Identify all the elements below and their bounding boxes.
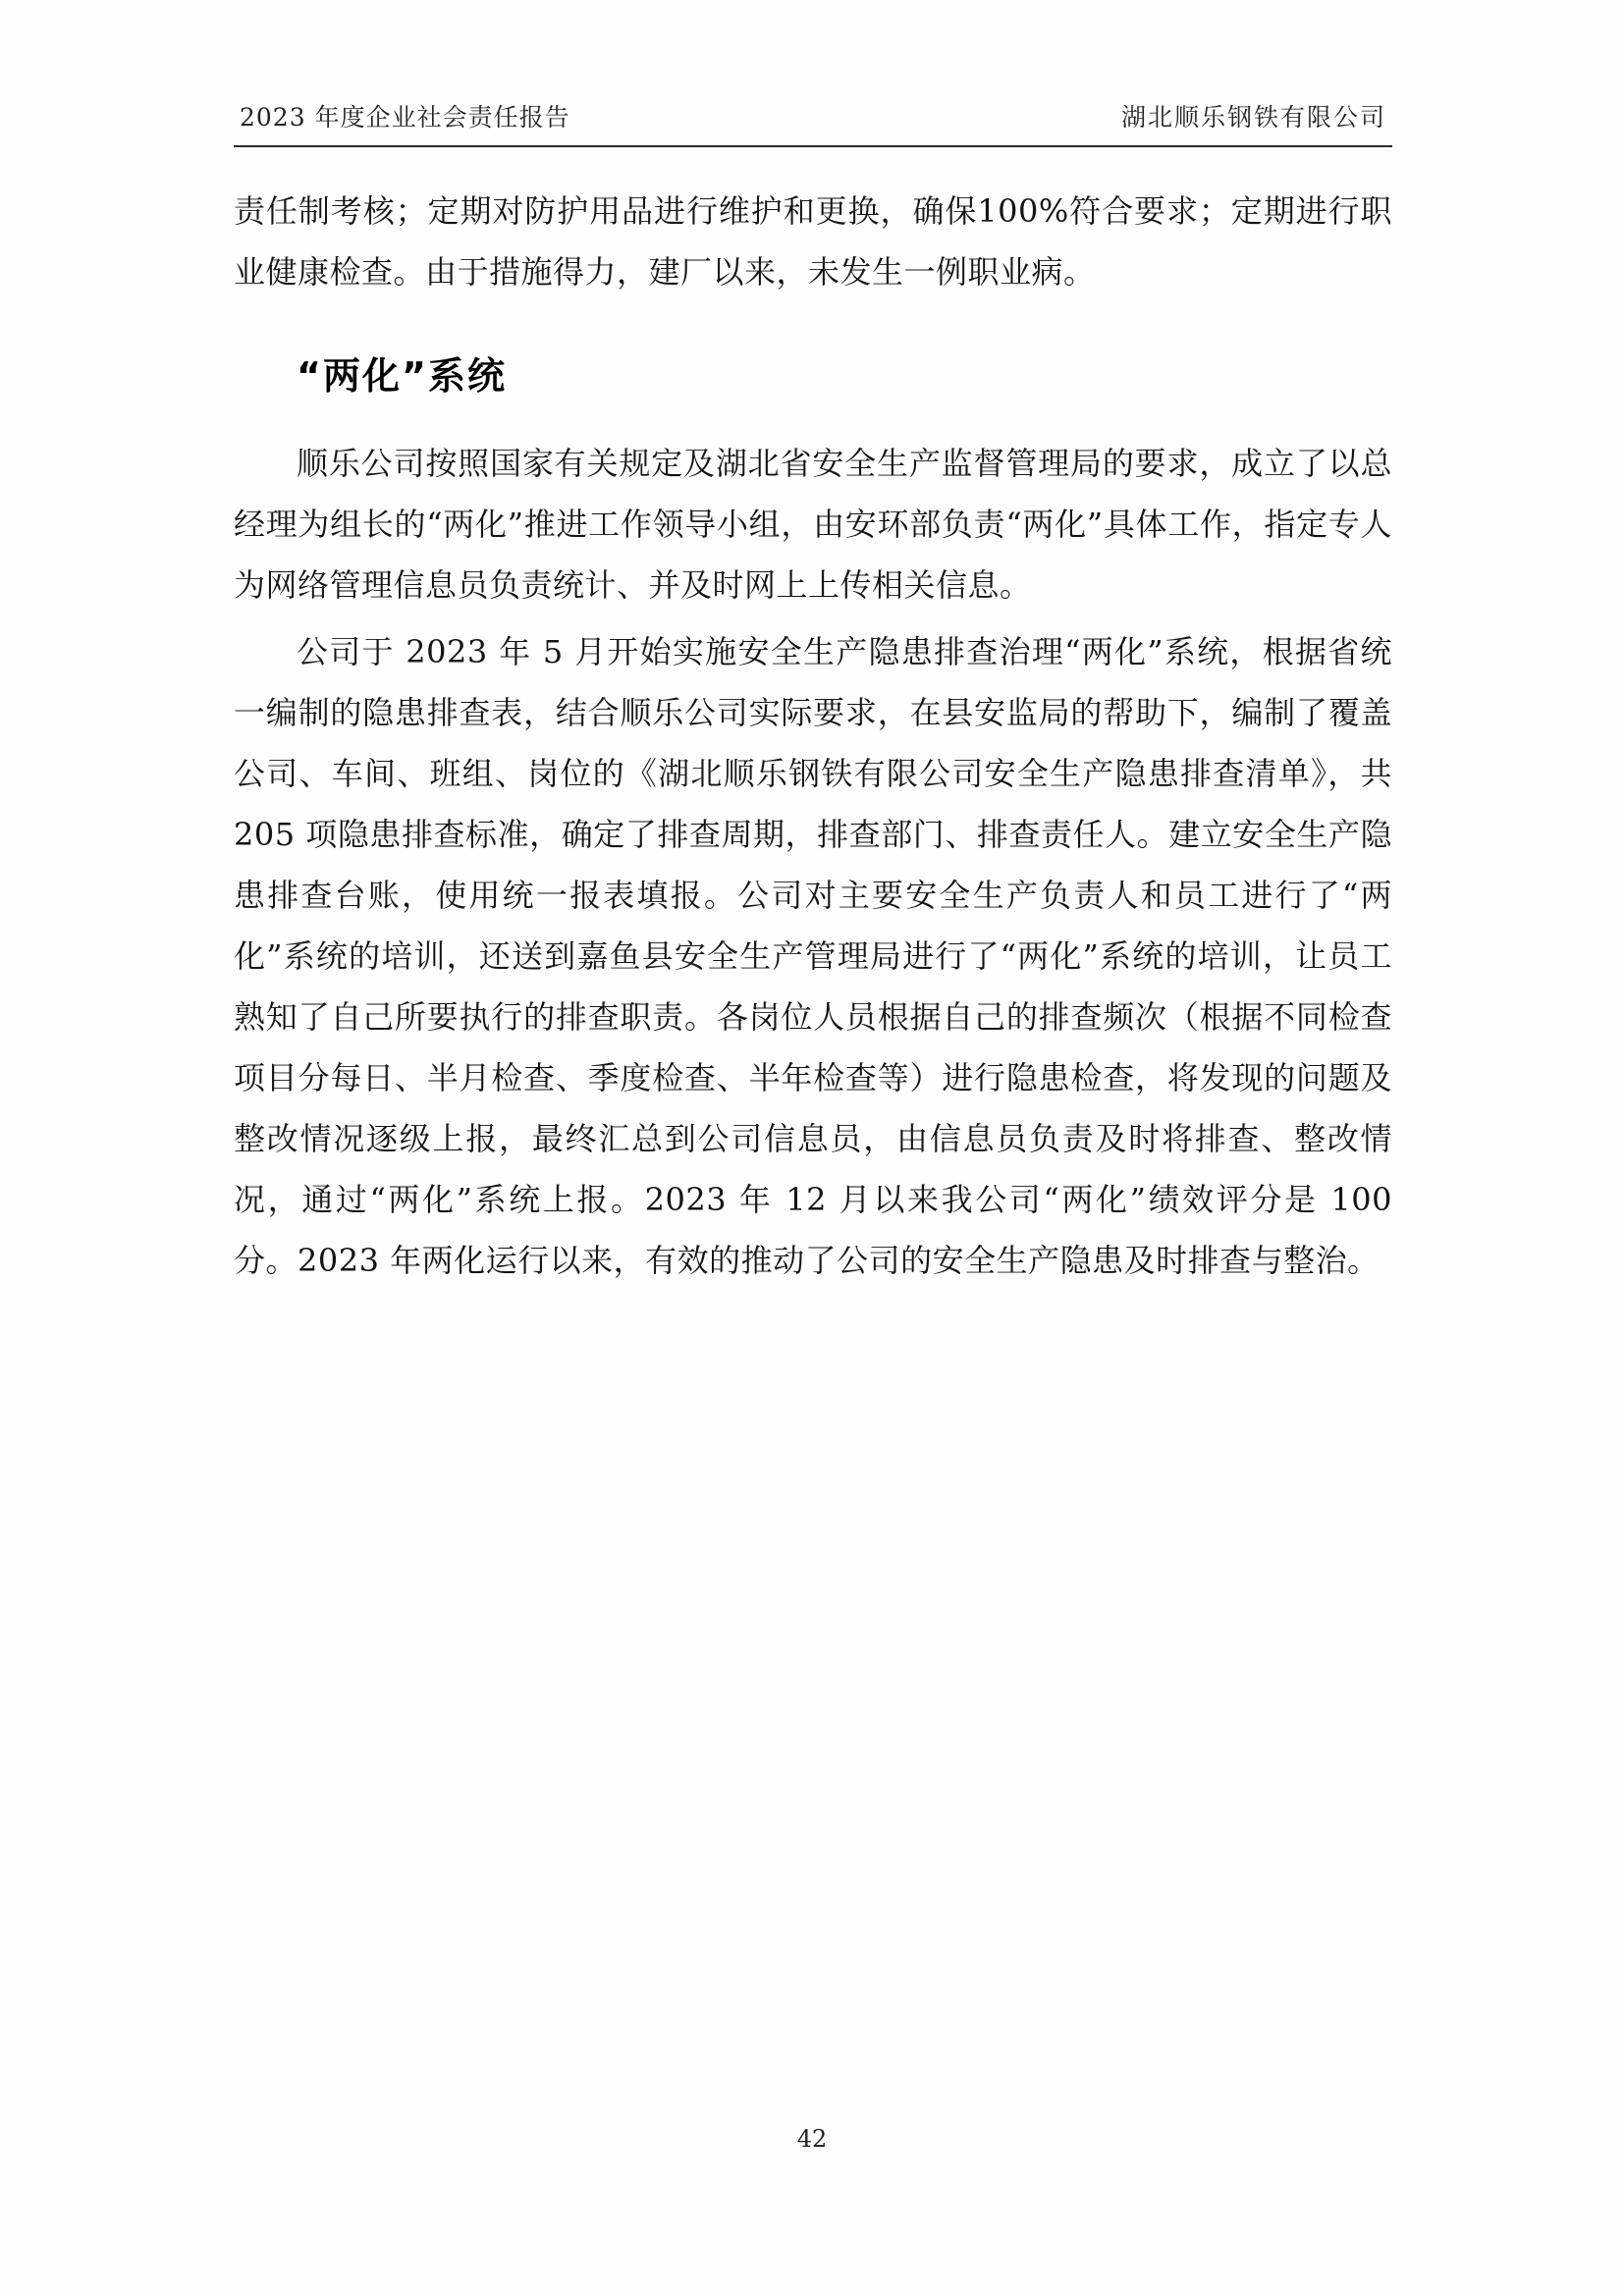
page-body	[234, 181, 1392, 1291]
page-header	[234, 98, 1392, 147]
page-footer	[0, 2125, 1624, 2153]
paragraph-lianghua-implementation: 公司于 2023 年 5 月开始实施安全生产隐患排查治理“两化”系统，根据省统一编制的隐患排查表，结合顺乐公司实际要求，在县安监局的帮助下，编制了覆盖公司、车间、班组、岗位的《湖北顺乐钢铁有限公司安全生产隐患排查清单》，共 205 项隐患排查标准，确定了排查周期，排查部门、排查责任人。建立安全生产隐患排查台账，使用统一报表填报。公司对主要安全生产负责人和员工进行了“两化”系统的培训，还送到嘉鱼县安全生产管理局进行了“两化”系统的培训，让员工熟知了自己所要执行的排查职责。各岗位人员根据自己的排查频次（根据不同检查项目分每日、半月检查、季度检查、半年检查等）进行隐患检查，将发现的问题及整改情况逐级上报，最终汇总到公司信息员，由信息员负责及时将排查、整改情况，通过“两化”系统上报。2023 年 12 月以来我公司“两化”绩效评分是 100 分。2023 年两化运行以来，有效的推动了公司的安全生产隐患及时排查与整治。	[234, 633, 1392, 1279]
paragraph-continuation: 责任制考核；定期对防护用品进行维护和更换，确保100%符合要求；定期进行职业健康检查。由于措施得力，建厂以来，未发生一例职业病。	[234, 192, 1392, 291]
section-heading-lianghua-system: “两化”系统	[297, 354, 507, 398]
header-report-title: 2023 年度企业社会责任报告	[240, 103, 570, 132]
header-company-name: 湖北顺乐钢铁有限公司	[1120, 103, 1386, 132]
page-content	[234, 98, 1392, 1297]
paragraph-lianghua-organization: 顺乐公司按照国家有关规定及湖北省安全生产监督管理局的要求，成立了以总经理为组长的“两化”推进工作领导小组，由安环部负责“两化”具体工作，指定专人为网络管理信息员负责统计、并及时网上上传相关信息。	[234, 445, 1392, 604]
page-number: 42	[796, 2125, 828, 2153]
